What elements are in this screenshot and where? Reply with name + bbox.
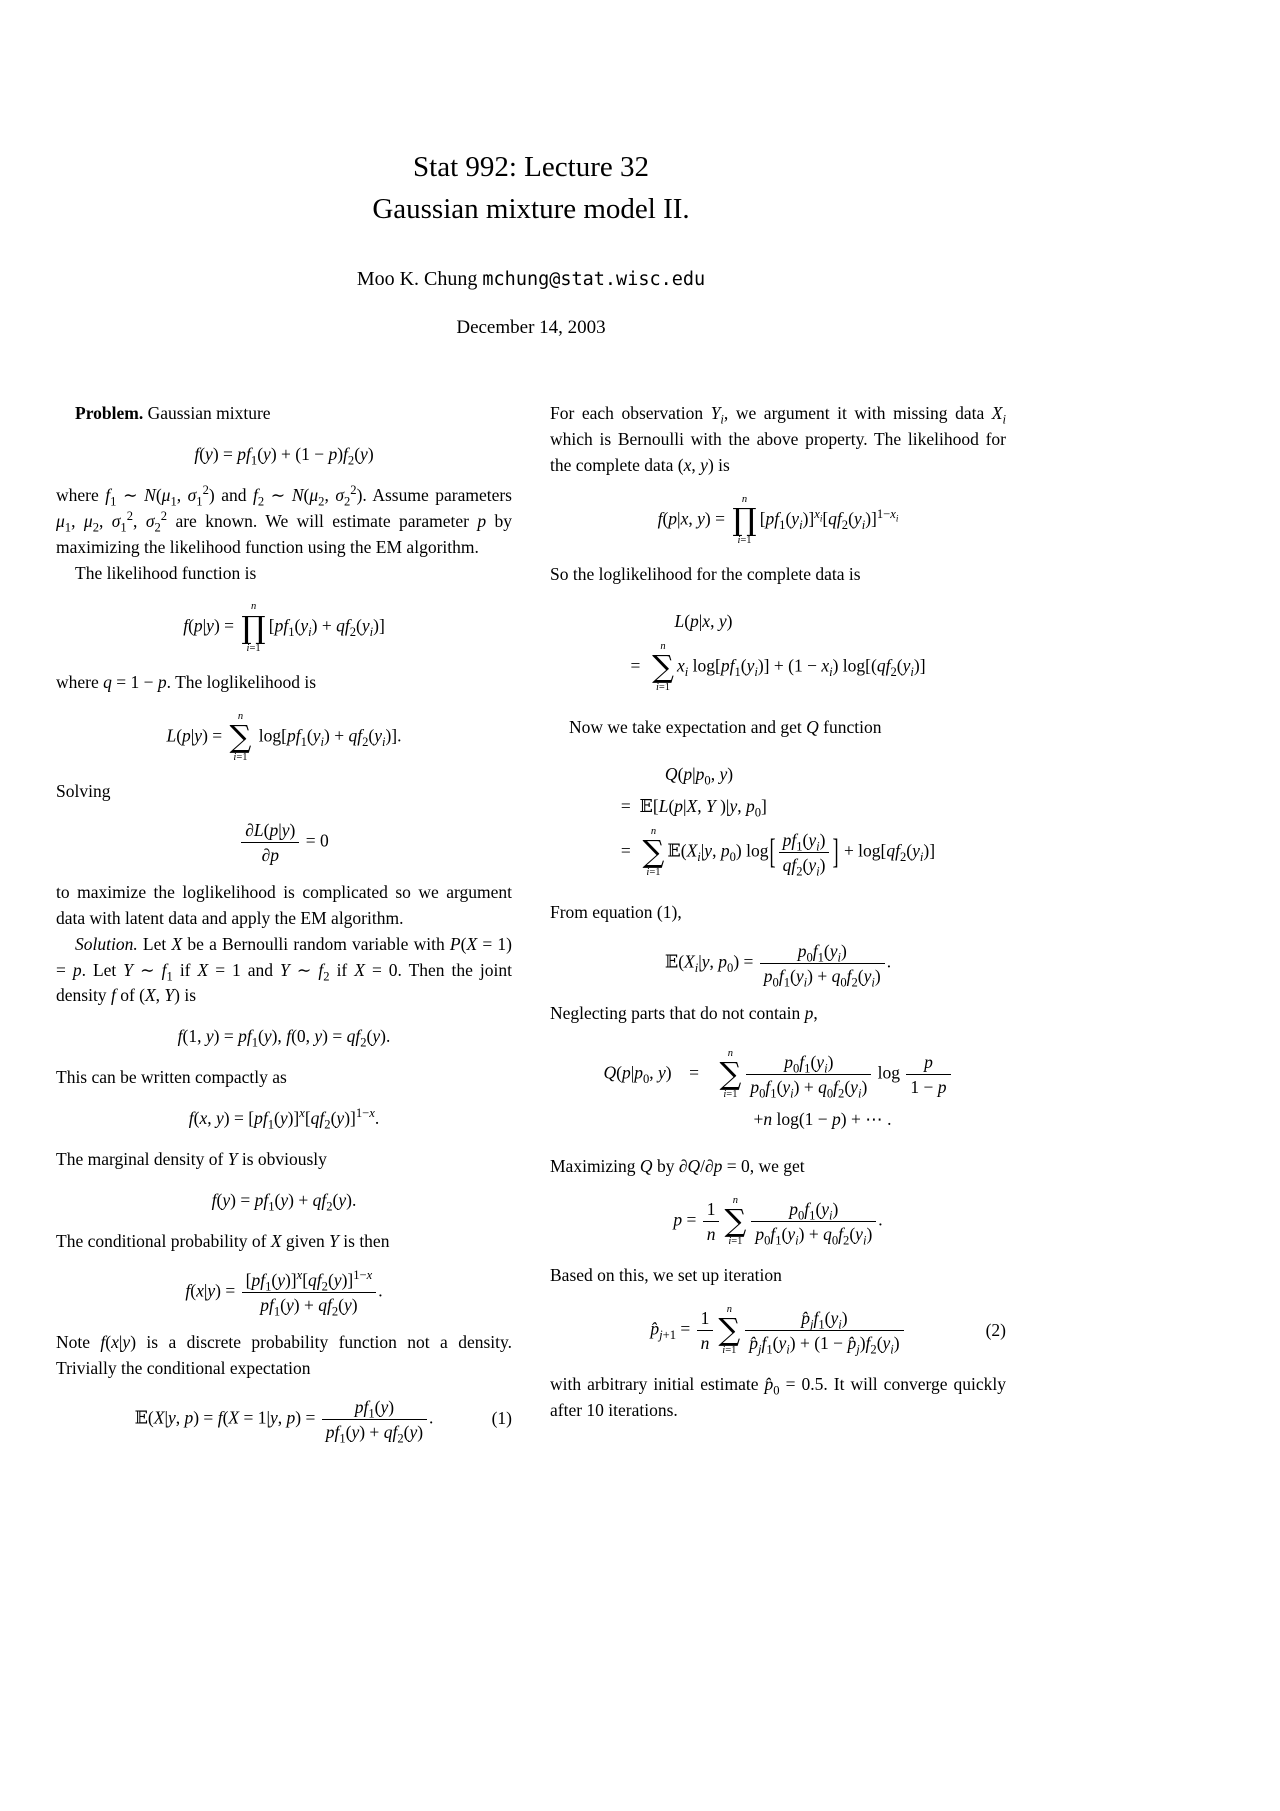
paragraph: This can be written compactly as bbox=[56, 1067, 287, 1088]
two-column-body bbox=[56, 401, 1006, 1457]
paragraph: From equation (1), bbox=[550, 901, 682, 922]
paragraph: So the loglikelihood for the complete data is bbox=[550, 563, 861, 584]
paragraph: where $f_1$ ∼ $N(\mu_1$, $\sigma_1^2$) and $f_2$ ∼ $N(\mu_2$, $\sigma_2^2$). Assume parameters $\mu_1$, $\mu_2$, $\sigma_1^2$, $\sigma_2^2$ are known. We will estimate parameter p by maximizing the likelihood function using the EM algorithm. bbox=[56, 483, 513, 557]
title-line2: Gaussian mixture model II. bbox=[372, 193, 690, 226]
display-equation: f(x, $y) = [pf_1(y)]^x[qf_2(y)]^{1-x}$. bbox=[188, 1106, 380, 1132]
paragraph: For each observation $Y_i$, we argument it with missing data $X_i$ which is Bernoulli with the above property. The likelihood for the complete data (x, y) is bbox=[550, 403, 1006, 475]
paragraph: where q = 1 − p. The loglikelihood is bbox=[56, 671, 317, 692]
display-equation: $Q(p|p_0$, y) = 𝔼[L(p|X, Y )|y, $p_0$] = n ∑ i=1 $𝔼(X_i|y$, $p_0$) log[ $\frac{pf_1(y_i)}{qf_2(y_i)}$ ] + $\log[qf_2(y_i)]$ bbox=[620, 763, 936, 879]
page-content bbox=[56, 0, 1006, 1457]
paragraph: The likelihood function is bbox=[75, 562, 257, 583]
display-equation: p = $\frac{1}{n}$ n ∑ i=1 $\frac{p_0f_1(y_i)}{p_0f_1(y_i) + q_0f_2(y_i)}$ . bbox=[673, 1194, 883, 1248]
paragraph: Solution. Let X be a Bernoulli random variable with P(X = 1) = p. Let Y ∼ $f_1$ if X = 1 and Y ∼ $f_2$ if X = 0. Then the joint density f of (X, Y) is bbox=[56, 933, 512, 1006]
document-title bbox=[56, 146, 1006, 230]
display-equation: $f(y) = pf_1(y) + qf_2(y)$. bbox=[211, 1189, 357, 1214]
paragraph: Now we take expectation and get Q function bbox=[569, 716, 882, 737]
display-equation: $Q(p|p_0$, y) = n ∑ i=1 $\frac{p_0f_1(y_i)}{p_0f_1(y_i) + q_0f_2(y_i)}$ log $\frac{p}{1 - p}$ +n log(1 − p) + ⋯ . bbox=[550, 1042, 1006, 1139]
display-equation: $\frac{\partial L(p|y)}{\partial p}$ = 0 bbox=[56, 820, 512, 865]
column-left bbox=[56, 401, 512, 1457]
title-line1: Stat 992: Lecture 32 bbox=[413, 151, 649, 183]
title-block bbox=[56, 146, 1006, 339]
display-equation: L(p|y) = n ∑ i=1 $\log[pf_1(y_i) + qf_2(y_i)]$. bbox=[166, 710, 402, 763]
display-equation: f(x|y) = $\frac{[pf_1(y)]^x[qf_2(y)]^{1-x}}{pf_1(y) + qf_2(y)}$ . bbox=[185, 1267, 383, 1319]
display-equation: f(1, $y) = pf_1(y)$, f(0, $y) = qf_2(y)$. bbox=[177, 1026, 391, 1050]
column-right bbox=[550, 401, 1006, 1457]
paragraph: The marginal density of Y is obviously bbox=[56, 1149, 327, 1170]
paragraph: Problem. Gaussian mixture bbox=[75, 403, 271, 424]
display-equation: 𝔼(X|y, p) = f(X = 1|y, p) = $\frac{pf_1(y)}{pf_1(y) + qf_2(y)}$ . (1) bbox=[134, 1396, 512, 1446]
display-equation: L(p|x, y) = n ∑ i=1 $x_i$ $\log[pf_1(y_i)] + (1 - x_i)$ $\log[(qf_2(y_i)]$ bbox=[630, 610, 926, 693]
display-equation: f(p|y) = n ∏ i=1 $[pf_1(y_i) + qf_2(y_i)]$ bbox=[183, 601, 385, 654]
display-equation: f(p|x, y) = n ∏ i=1 $[pf_1(y_i)]^{x_i}[qf_2(y_i)]^{1-x_i}$ bbox=[657, 493, 899, 546]
author-name: Moo K. Chung bbox=[356, 268, 478, 291]
paragraph: with arbitrary initial estimate $p̂_0 = 0.5$. It will converge quickly after 10 iterations. bbox=[550, 1374, 1006, 1421]
author-line bbox=[56, 268, 1006, 291]
paragraph: to maximize the loglikelihood is complicated so we argument data with latent data and apply the EM algorithm. bbox=[56, 881, 512, 928]
display-equation: $f(y) = pf_1(y) + (1 - p)f_2(y)$ bbox=[194, 443, 374, 468]
paragraph: Neglecting parts that do not contain p, bbox=[550, 1003, 818, 1024]
paragraph: Based on this, we set up iteration bbox=[550, 1265, 782, 1286]
display-equation: $p̂_{j+1}$ = $\frac{1}{n}$ n ∑ i=1 $\frac{p̂_jf_1(y_i)}{p̂_jf_1(y_i) + (1 - p̂_j)f_2(y_i)}$ (2) bbox=[650, 1304, 1006, 1357]
date-line: December 14, 2003 bbox=[456, 317, 606, 339]
paragraph: Note f(x|y) is a discrete probability function not a density. Trivially the conditional expectation bbox=[56, 1331, 512, 1378]
paragraph: Maximizing Q by ∂Q/∂p = 0, we get bbox=[550, 1156, 805, 1177]
equation-number: (2) bbox=[985, 1319, 1006, 1340]
display-equation: $𝔼(X_i|y$, $p_0$) = $\frac{p_0f_1(y_i)}{p_0f_1(y_i) + q_0f_2(y_i)}$ . bbox=[664, 940, 892, 990]
paragraph: The conditional probability of X given Y is then bbox=[56, 1230, 390, 1251]
paragraph: Solving bbox=[56, 780, 111, 801]
author-email: mchung@stat.wisc.edu bbox=[482, 269, 706, 291]
equation-number: (1) bbox=[491, 1408, 512, 1429]
